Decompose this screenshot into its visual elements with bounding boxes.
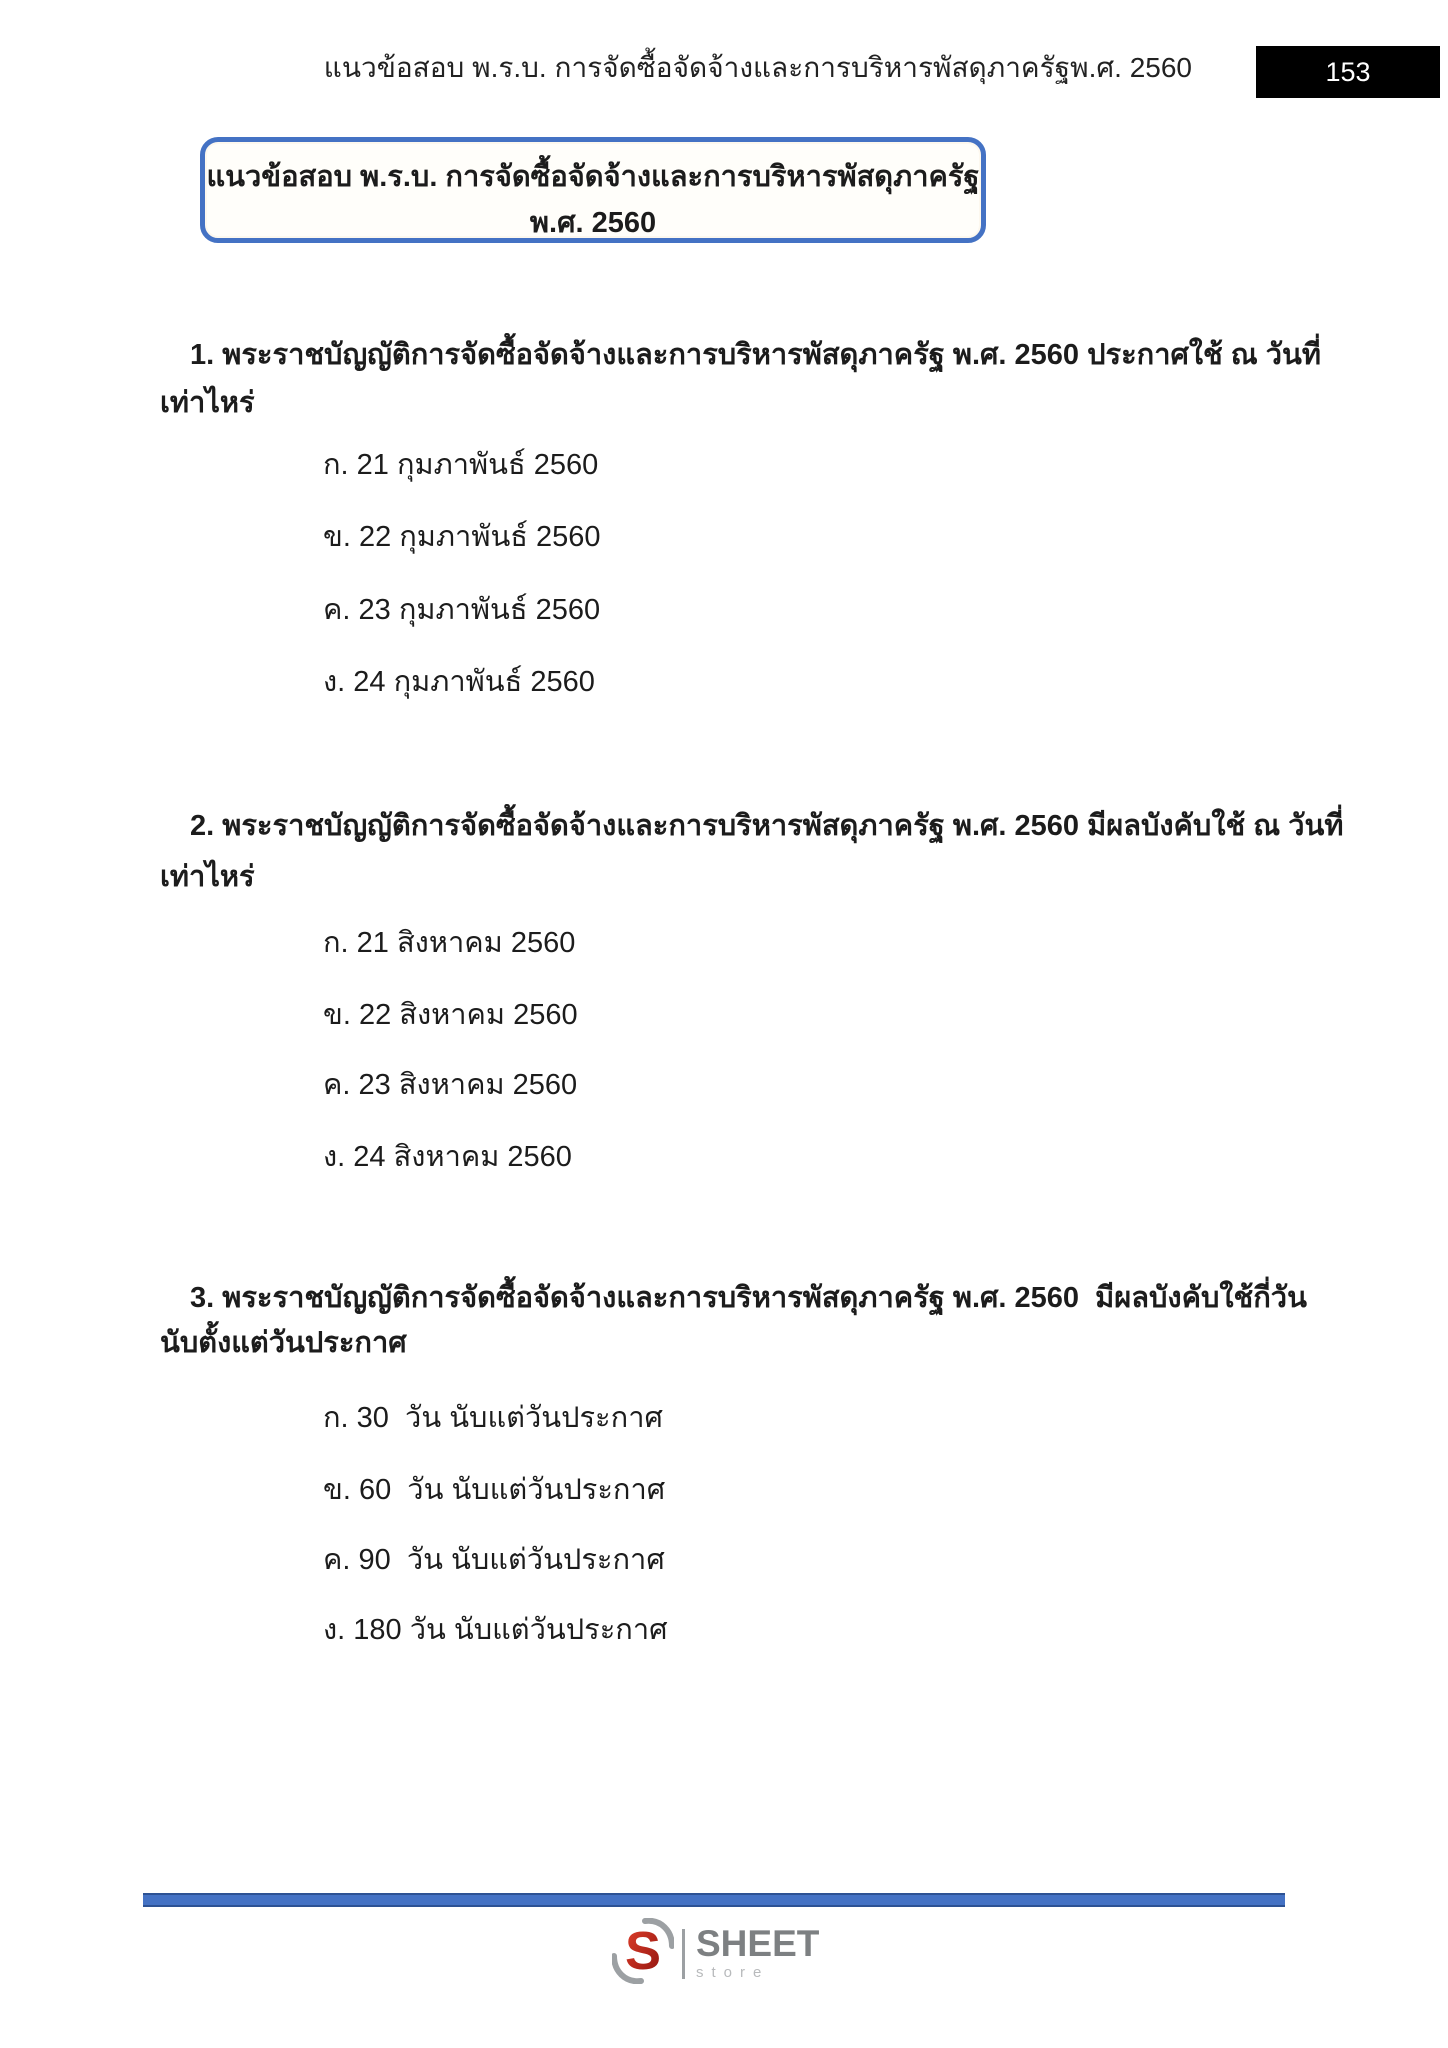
option-item: ก. 30 วัน นับแต่วันประกาศ xyxy=(323,1402,663,1434)
option-item: ข. 60 วัน นับแต่วันประกาศ xyxy=(323,1474,666,1506)
page-number-badge xyxy=(1256,46,1440,98)
question-text-cont: นับตั้งแต่วันประกาศ xyxy=(160,1327,407,1359)
option-item: ง. 24 สิงหาคม 2560 xyxy=(323,1141,572,1173)
running-header-title: แนวข้อสอบ พ.ร.บ. การจัดซื้อจัดจ้างและการบริหารพัสดุภาครัฐพ.ศ. 2560 xyxy=(323,52,1192,83)
option-item: ค. 23 สิงหาคม 2560 xyxy=(323,1069,578,1101)
question-text: 1. พระราชบัญญัติการจัดซื้อจัดจ้างและการบริหารพัสดุภาครัฐ พ.ศ. 2560 ประกาศใช้ ณ วันที่ xyxy=(190,339,1321,371)
question-text: 2. พระราชบัญญัติการจัดซื้อจัดจ้างและการบริหารพัสดุภาครัฐ พ.ศ. 2560 มีผลบังคับใช้ ณ วันที่ xyxy=(190,810,1344,842)
title-box xyxy=(200,137,986,243)
option-item: ข. 22 สิงหาคม 2560 xyxy=(323,999,578,1031)
page-title: แนวข้อสอบ พ.ร.บ. การจัดซื้อจัดจ้างและการบริหารพัสดุภาครัฐพ.ศ. 2560 xyxy=(206,161,980,239)
question-text-cont: เท่าไหร่ xyxy=(160,387,255,419)
logo-subtext: store xyxy=(696,1963,770,1981)
question-text: 3. พระราชบัญญัติการจัดซื้อจัดจ้างและการบริหารพัสดุภาครัฐ พ.ศ. 2560 มีผลบังคับใช้กี่วัน xyxy=(190,1282,1307,1314)
option-item: ง. 180 วัน นับแต่วันประกาศ xyxy=(323,1614,668,1646)
sheet-store-logo xyxy=(612,1918,819,1989)
option-item: ค. 90 วัน นับแต่วันประกาศ xyxy=(323,1544,665,1576)
option-item: ก. 21 สิงหาคม 2560 xyxy=(323,927,576,959)
option-item: ก. 21 กุมภาพันธ์ 2560 xyxy=(323,449,599,481)
option-item: ค. 23 กุมภาพันธ์ 2560 xyxy=(323,594,601,626)
option-item: ง. 24 กุมภาพันธ์ 2560 xyxy=(323,666,595,698)
logo-wordmark: SHEET xyxy=(696,1922,820,1964)
logo-divider xyxy=(682,1929,685,1979)
svg-text:S: S xyxy=(624,1921,662,1981)
footer-rule xyxy=(143,1893,1285,1907)
question-text-cont: เท่าไหร่ xyxy=(160,861,255,893)
s-logo-icon xyxy=(612,1918,674,1989)
option-item: ข. 22 กุมภาพันธ์ 2560 xyxy=(323,521,601,553)
page-number: 153 xyxy=(1325,56,1371,87)
